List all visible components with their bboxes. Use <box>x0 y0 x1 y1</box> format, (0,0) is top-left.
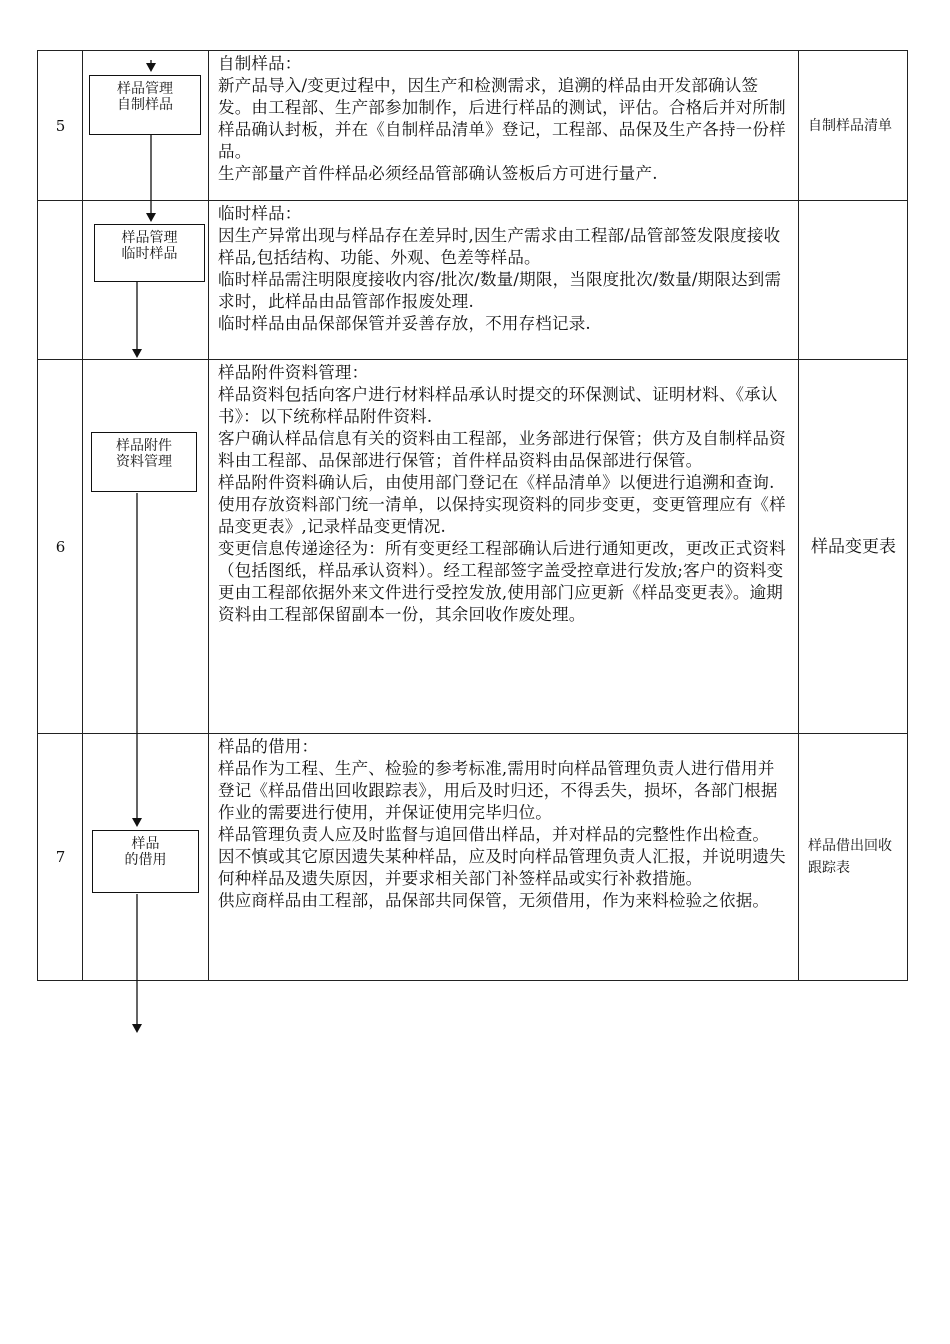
flow-arrow-icon <box>132 1024 142 1033</box>
flow-box-line: 资料管理 <box>116 454 172 470</box>
flow-box-sample-borrowing <box>92 830 199 893</box>
flow-box-self-made-sample <box>89 75 201 135</box>
description-paragraph: 临时样品需注明限度接收内容/批次/数量/期限，当限度批次/数量/期限达到需求时，此样品由品管部作报废处理. <box>218 270 782 311</box>
flow-arrow-icon <box>146 63 156 72</box>
description-heading: 临时样品： <box>218 204 302 223</box>
record-cell <box>799 201 907 360</box>
flow-box-line: 的借用 <box>124 852 167 868</box>
description-paragraph: 样品附件资料确认后，由使用部门登记在《样品清单》以便进行追溯和查询. <box>218 473 775 492</box>
flow-box-line: 样品 <box>131 836 160 852</box>
description-paragraph: 供应商样品由工程部，品保部共同保管，无须借用，作为来料检验之依据。 <box>218 891 770 910</box>
description-paragraph: 生产部量产首件样品必须经品管部确认签板后方可进行量产. <box>218 164 658 183</box>
description-paragraph: 变更信息传递途径为：所有变更经工程部确认后进行通知更改，更改正式资料（包括图纸，样品承认资料）。经工程部签字盖受控章进行发放;客户的资料变更由工程部依据外来文件进行受控发放,使用部门应更新《样品变更表》。逾期资料由工程部保留副本一份，其余回收作废处理。 <box>218 539 786 624</box>
description-paragraph: 因生产异常出现与样品存在差异时,因生产需求由工程部/品管部签发限度接收样品,包括结构、功能、外观、色差等样品。 <box>218 226 781 267</box>
description-paragraph: 样品管理负责人应及时监督与追回借出样品，并对样品的完整性作出检查。 <box>218 825 770 844</box>
flow-arrow-icon <box>132 818 142 827</box>
description-paragraph: 使用存放资料部门统一清单，以保持实现资料的同步变更，变更管理应有《样品变更表》,记录样品变更情况. <box>218 495 786 536</box>
flow-box-line: 样品管理 <box>117 81 173 97</box>
row-number: 6 <box>55 538 66 556</box>
description-cell <box>209 360 799 734</box>
description-paragraph: 样品资料包括向客户进行材料样品承认时提交的环保测试、证明材料、《承认书》：以下统称样品附件资料. <box>218 385 778 426</box>
row-number <box>38 201 83 360</box>
row-number: 5 <box>55 117 66 135</box>
description-paragraph: 样品作为工程、生产、检验的参考标准,需用时向样品管理负责人进行借用并登记《样品借出回收跟踪表》，用后及时归还，不得丢失，损坏，各部门根据作业的需要进行使用，并保证使用完毕归位。 <box>218 759 778 822</box>
description-paragraph: 因不慎或其它原因遗失某种样品，应及时向样品管理负责人汇报，并说明遗失何种样品及遗失原因，并要求相关部门补签样品或实行补救措施。 <box>218 847 786 888</box>
row-number: 7 <box>55 848 66 866</box>
description-paragraph: 新产品导入/变更过程中，因生产和检测需求，追溯的样品由开发部确认签发。由工程部、生产部参加制作，后进行样品的测试，评估。合格后并对所制样品确认封板，并在《自制样品清单》登记，工程部、品保及生产各持一份样品。 <box>218 76 786 161</box>
description-paragraph: 客户确认样品信息有关的资料由工程部，业务部进行保管；供方及自制样品资料由工程部、品保部进行保管；首件样品资料由品保部进行保管。 <box>218 429 786 470</box>
flow-arrow-icon <box>146 213 156 222</box>
record-cell: 样品变更表 <box>811 537 896 557</box>
flow-box-line: 自制样品 <box>117 97 173 113</box>
description-heading: 自制样品： <box>218 54 302 73</box>
flow-box-line: 样品附件 <box>116 438 172 454</box>
record-cell: 自制样品清单 <box>808 118 892 134</box>
flow-box-temporary-sample <box>94 224 205 282</box>
flow-box-line: 样品管理 <box>121 230 178 246</box>
description-cell <box>209 734 799 980</box>
flow-box-attachment-docs <box>91 432 197 492</box>
description-cell <box>209 201 799 360</box>
description-paragraph: 临时样品由品保部保管并妥善存放，不用存档记录. <box>218 314 591 333</box>
record-cell: 样品借出回收跟踪表 <box>808 838 892 876</box>
description-heading: 样品附件资料管理： <box>218 363 369 382</box>
flow-arrow-icon <box>132 349 142 358</box>
flow-box-line: 临时样品 <box>121 246 178 262</box>
description-heading: 样品的借用： <box>218 737 319 756</box>
description-cell <box>209 51 799 201</box>
